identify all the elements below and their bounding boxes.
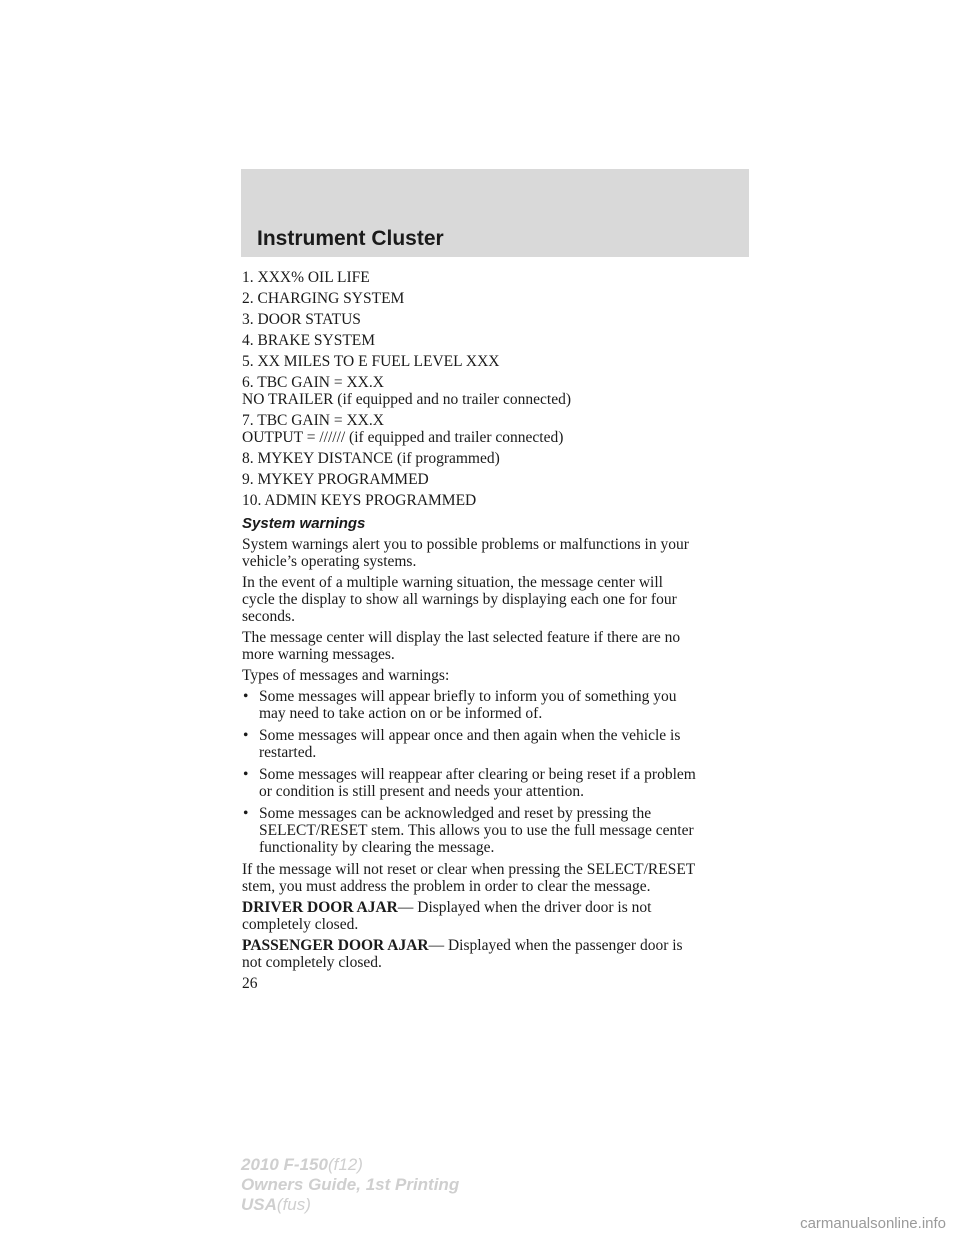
- list-item: 5. XX MILES TO E FUEL LEVEL XXX: [242, 353, 500, 370]
- list-item: 3. DOOR STATUS: [242, 311, 361, 328]
- section-header-band: [241, 169, 749, 257]
- paragraph: In the event of a multiple warning situation, the message center will cycle the display to show all warnings by displaying each one for four seconds.: [242, 574, 677, 625]
- list-item: 6. TBC GAIN = XX.X NO TRAILER (if equipped and no trailer connected): [242, 374, 571, 408]
- paragraph: The message center will display the last selected feature if there are no more warning messages.: [242, 629, 681, 663]
- list-item: 7. TBC GAIN = XX.X OUTPUT = ////// (if equipped and trailer connected): [242, 412, 564, 446]
- definition-driver-door-ajar: DRIVER DOOR AJAR— Displayed when the driver door is not completely closed.: [242, 899, 652, 933]
- paragraph: System warnings alert you to possible problems or malfunctions in your vehicle’s operating systems.: [242, 536, 689, 570]
- definition-term: PASSENGER DOOR AJAR: [242, 937, 429, 954]
- bullet-item: • Some messages will appear briefly to inform you of something you may need to take action on or be informed of.: [243, 688, 677, 722]
- paragraph: If the message will not reset or clear when pressing the SELECT/RESET stem, you must address the problem in order to clear the message.: [242, 861, 696, 895]
- display-list: [242, 269, 752, 509]
- definition-passenger-door-ajar: PASSENGER DOOR AJAR— Displayed when the passenger door is not completely closed.: [242, 937, 683, 971]
- list-item: 2. CHARGING SYSTEM: [242, 290, 405, 307]
- definition-term: DRIVER DOOR AJAR: [242, 899, 398, 916]
- section-heading: System warnings: [242, 515, 366, 532]
- bullet-item: • Some messages will reappear after clearing or being reset if a problem or condition is still present and needs your attention.: [243, 766, 696, 800]
- site-watermark: carmanualsonline.info: [800, 1215, 946, 1232]
- page-number: 26: [242, 975, 258, 992]
- section-title: Instrument Cluster: [257, 227, 444, 250]
- list-item: 4. BRAKE SYSTEM: [242, 332, 376, 349]
- list-item: 9. MYKEY PROGRAMMED: [242, 471, 429, 488]
- page-content: [242, 269, 752, 992]
- bullet-item: • Some messages can be acknowledged and reset by pressing the SELECT/RESET stem. This allows you to use the full message center functionality by clearing the message.: [243, 805, 694, 856]
- bullet-icon: •: [243, 766, 249, 783]
- bullet-icon: •: [243, 727, 249, 744]
- bullet-item: • Some messages will appear once and then again when the vehicle is restarted.: [243, 727, 681, 761]
- paragraph: Types of messages and warnings:: [242, 667, 450, 684]
- bullet-icon: •: [243, 805, 249, 822]
- list-item: 10. ADMIN KEYS PROGRAMMED: [242, 492, 477, 509]
- list-item: 8. MYKEY DISTANCE (if programmed): [242, 450, 500, 467]
- print-footer: 2010 F-150(f12) Owners Guide, 1st Printing USA(fus): [241, 1155, 460, 1214]
- bullet-icon: •: [243, 688, 249, 705]
- list-item: 1. XXX% OIL LIFE: [242, 269, 370, 286]
- bullet-list: [242, 688, 752, 856]
